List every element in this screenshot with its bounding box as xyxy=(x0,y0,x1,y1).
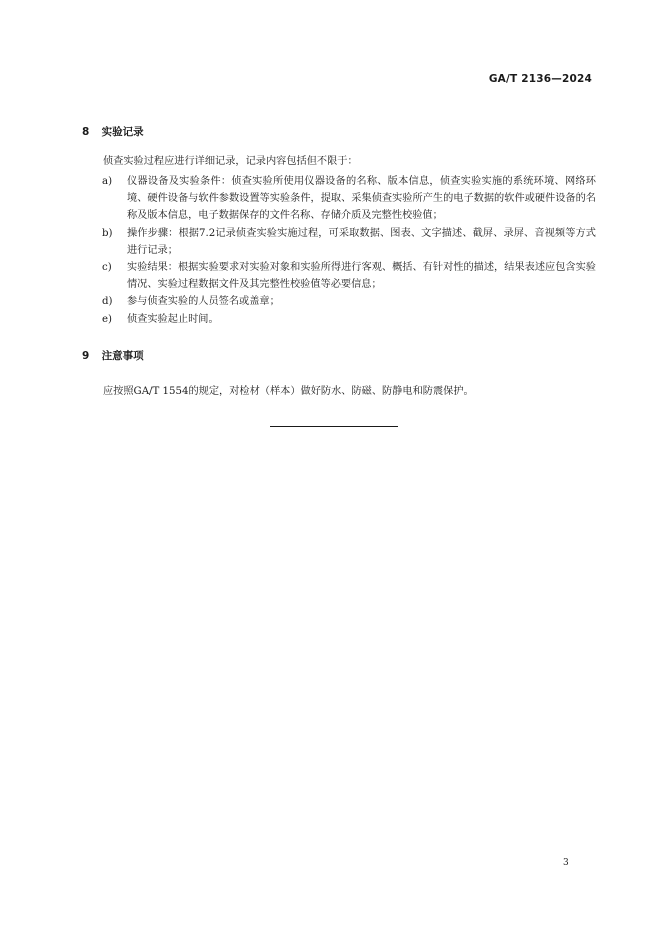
standard-code: GA/T 2136—2024 xyxy=(488,73,592,85)
section-9-text: 应按照GA/T 1554的规定，对检材（样本）做好防水、防磁、防静电和防震保护。 xyxy=(103,386,474,397)
list-item xyxy=(102,225,596,259)
section-8-heading xyxy=(82,124,144,139)
list-item-text: 侦查实验起止时间。 xyxy=(127,313,219,325)
record-content-list xyxy=(102,173,596,328)
list-marker: d) xyxy=(102,296,113,308)
section-9-number: 9 xyxy=(82,350,90,362)
section-9-title: 注意事项 xyxy=(101,350,144,362)
section-9-heading xyxy=(82,348,144,363)
list-item xyxy=(102,173,596,225)
list-item xyxy=(102,293,596,310)
list-marker: b) xyxy=(102,227,113,239)
list-item-text: 操作步骤：根据7.2记录侦查实验实施过程，可采取数据、图表、文字描述、截屏、录屏、音视频等方式进行记录； xyxy=(127,227,596,256)
list-item-text: 参与侦查实验的人员签名或盖章； xyxy=(127,296,280,308)
list-item-text: 实验结果：根据实验要求对实验对象和实验所得进行客观、概括、有针对性的描述，结果表述应包含实验情况、实验过程数据文件及其完整性校验值等必要信息； xyxy=(127,262,596,291)
list-item xyxy=(102,259,596,293)
list-marker: e) xyxy=(102,313,113,325)
section-8-number: 8 xyxy=(82,126,90,138)
end-of-document-rule xyxy=(270,426,398,427)
list-marker: a) xyxy=(102,176,113,187)
page-number: 3 xyxy=(563,858,569,868)
list-item-text: 仪器设备及实验条件：侦查实验所使用仪器设备的名称、版本信息，侦查实验实施的系统环境、网络环境、硬件设备与软件参数设置等实验条件，提取、采集侦查实验所产生的电子数据的软件或硬件设备的名称及版本信息，电子数据保存的文件名称、存储介质及完整性校验值； xyxy=(127,176,596,222)
list-item xyxy=(102,311,596,328)
section-8-intro: 侦查实验过程应进行详细记录，记录内容包括但不限于： xyxy=(103,156,358,167)
section-8-title: 实验记录 xyxy=(101,126,144,138)
list-marker: c) xyxy=(102,262,112,274)
